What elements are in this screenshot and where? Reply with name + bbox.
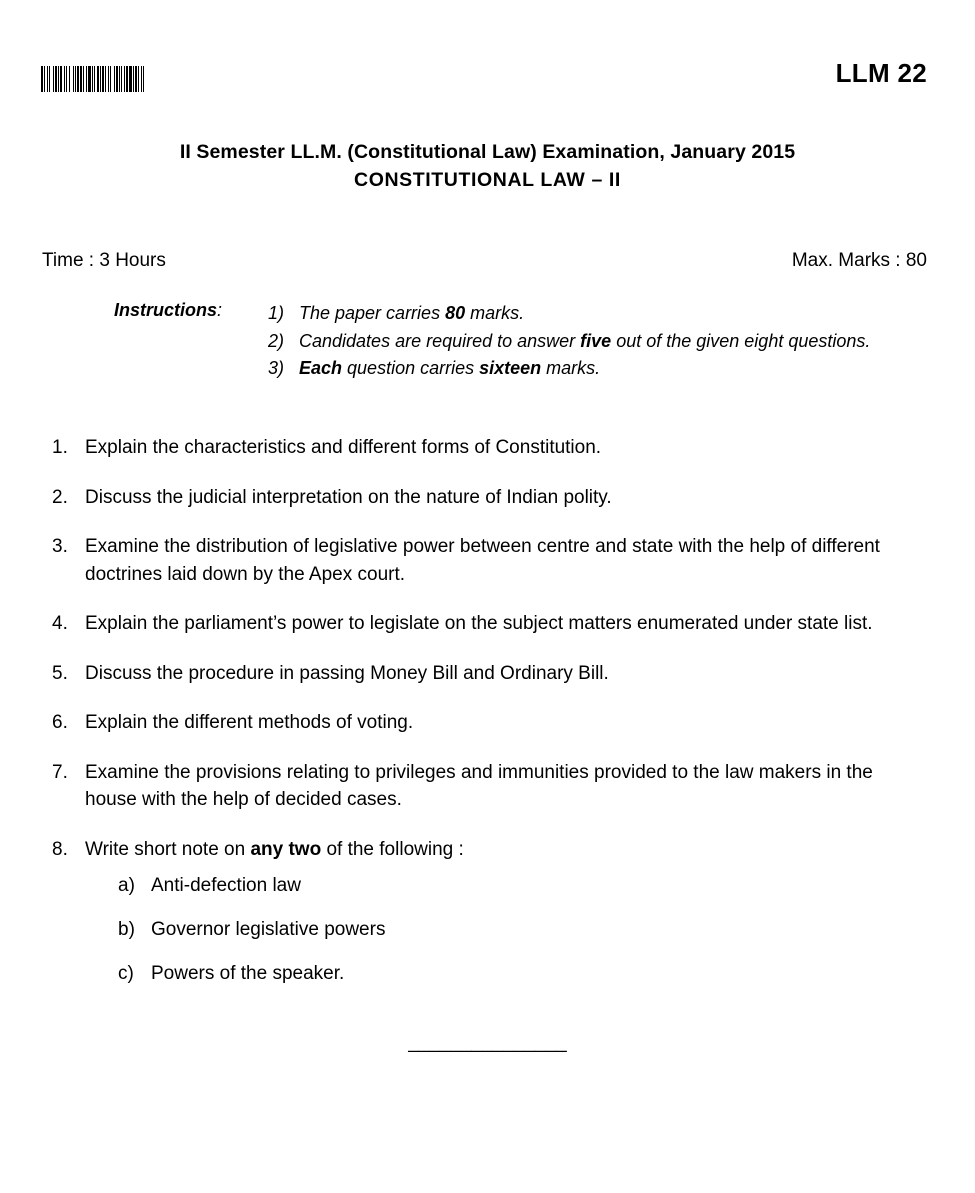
question-item bbox=[52, 533, 884, 588]
question-number: 3. bbox=[52, 536, 68, 557]
list-item bbox=[118, 916, 884, 943]
list-item bbox=[118, 960, 884, 987]
subitem-text: Governor legislative powers bbox=[151, 919, 386, 940]
exam-code: LLM 22 bbox=[835, 58, 927, 88]
question-number: 2. bbox=[52, 486, 68, 508]
question-item bbox=[52, 836, 884, 988]
instruction-text-post: marks. bbox=[465, 303, 525, 323]
exam-title-line-1: II Semester LL.M. (Constitutional Law) Examination, January 2015 bbox=[179, 141, 796, 163]
instruction-item bbox=[268, 300, 889, 328]
instruction-item bbox=[268, 355, 889, 383]
subitem-marker: c) bbox=[118, 963, 134, 984]
question-number: 8. bbox=[52, 838, 68, 860]
page-header bbox=[41, 58, 927, 104]
instruction-text bbox=[299, 303, 524, 323]
question-number: 7. bbox=[52, 761, 68, 783]
subitem-text: Anti-defection law bbox=[151, 875, 301, 896]
question-text: Explain the different methods of voting. bbox=[85, 712, 414, 733]
instruction-text-bold-2: sixteen bbox=[479, 358, 542, 378]
question-text: Discuss the judicial interpretation on the nature of Indian polity. bbox=[85, 486, 612, 508]
question-text: Examine the provisions relating to privileges and immunities provided to the law makers in the house with the help of decided cases. bbox=[85, 761, 873, 810]
question-number: 6. bbox=[52, 712, 68, 733]
page-title bbox=[0, 139, 975, 194]
question-number: 4. bbox=[52, 613, 68, 634]
exam-meta bbox=[42, 250, 927, 272]
question-item bbox=[52, 434, 884, 462]
question-text: Explain the parliament’s power to legislate on the subject matters enumerated under state list. bbox=[85, 613, 873, 634]
instruction-marker: 3) bbox=[268, 358, 285, 378]
question-item bbox=[52, 759, 884, 814]
subitem-marker: a) bbox=[118, 875, 135, 896]
instruction-text-post: out of the given eight questions. bbox=[611, 330, 871, 351]
question-item bbox=[52, 484, 884, 512]
question-item bbox=[52, 660, 884, 688]
question-item bbox=[52, 610, 884, 638]
question-text bbox=[85, 839, 464, 860]
instruction-item bbox=[268, 328, 889, 356]
subitem-text: Powers of the speaker. bbox=[151, 963, 345, 984]
instructions-label bbox=[114, 300, 222, 321]
instructions-colon: : bbox=[217, 300, 223, 320]
instruction-text-bold: Each bbox=[299, 358, 343, 378]
exam-duration: Time : 3 Hours bbox=[42, 250, 166, 271]
instruction-text-bold: five bbox=[580, 330, 612, 351]
instructions-list bbox=[268, 300, 889, 383]
footer-separator: _______________ bbox=[408, 1032, 567, 1053]
instructions-label-text: Instructions bbox=[114, 300, 218, 320]
instruction-text-pre: The paper carries bbox=[299, 303, 446, 323]
questions-list bbox=[52, 434, 884, 1009]
question-number: 5. bbox=[52, 662, 68, 684]
instruction-marker: 1) bbox=[268, 303, 285, 323]
question-text: Examine the distribution of legislative power between centre and state with the help of different doctrines laid down by the Apex court. bbox=[85, 536, 880, 585]
instruction-marker: 2) bbox=[268, 330, 285, 351]
subitem-marker: b) bbox=[118, 919, 135, 940]
instruction-text-pre: Candidates are required to answer bbox=[299, 330, 581, 351]
exam-max-marks: Max. Marks : 80 bbox=[791, 250, 927, 271]
question-text-pre: Write short note on bbox=[85, 838, 251, 860]
question-text: Discuss the procedure in passing Money Bill and Ordinary Bill. bbox=[85, 662, 609, 684]
instruction-text-tail: marks. bbox=[541, 358, 601, 378]
question-text-bold: any two bbox=[250, 838, 322, 860]
question-number: 1. bbox=[52, 437, 68, 458]
list-item bbox=[118, 872, 884, 899]
instructions-block bbox=[114, 300, 889, 383]
exam-title-line-2: CONSTITUTIONAL LAW – II bbox=[354, 169, 621, 191]
question-subitems bbox=[118, 872, 884, 987]
question-text: Explain the characteristics and different forms of Constitution. bbox=[85, 437, 602, 458]
instruction-text-bold: 80 bbox=[445, 303, 466, 323]
instruction-text bbox=[299, 328, 889, 356]
instruction-text bbox=[299, 358, 600, 378]
question-item bbox=[52, 709, 884, 737]
instruction-text-post: question carries bbox=[342, 358, 480, 378]
barcode-icon bbox=[41, 66, 185, 92]
question-text-post: of the following : bbox=[321, 838, 464, 860]
